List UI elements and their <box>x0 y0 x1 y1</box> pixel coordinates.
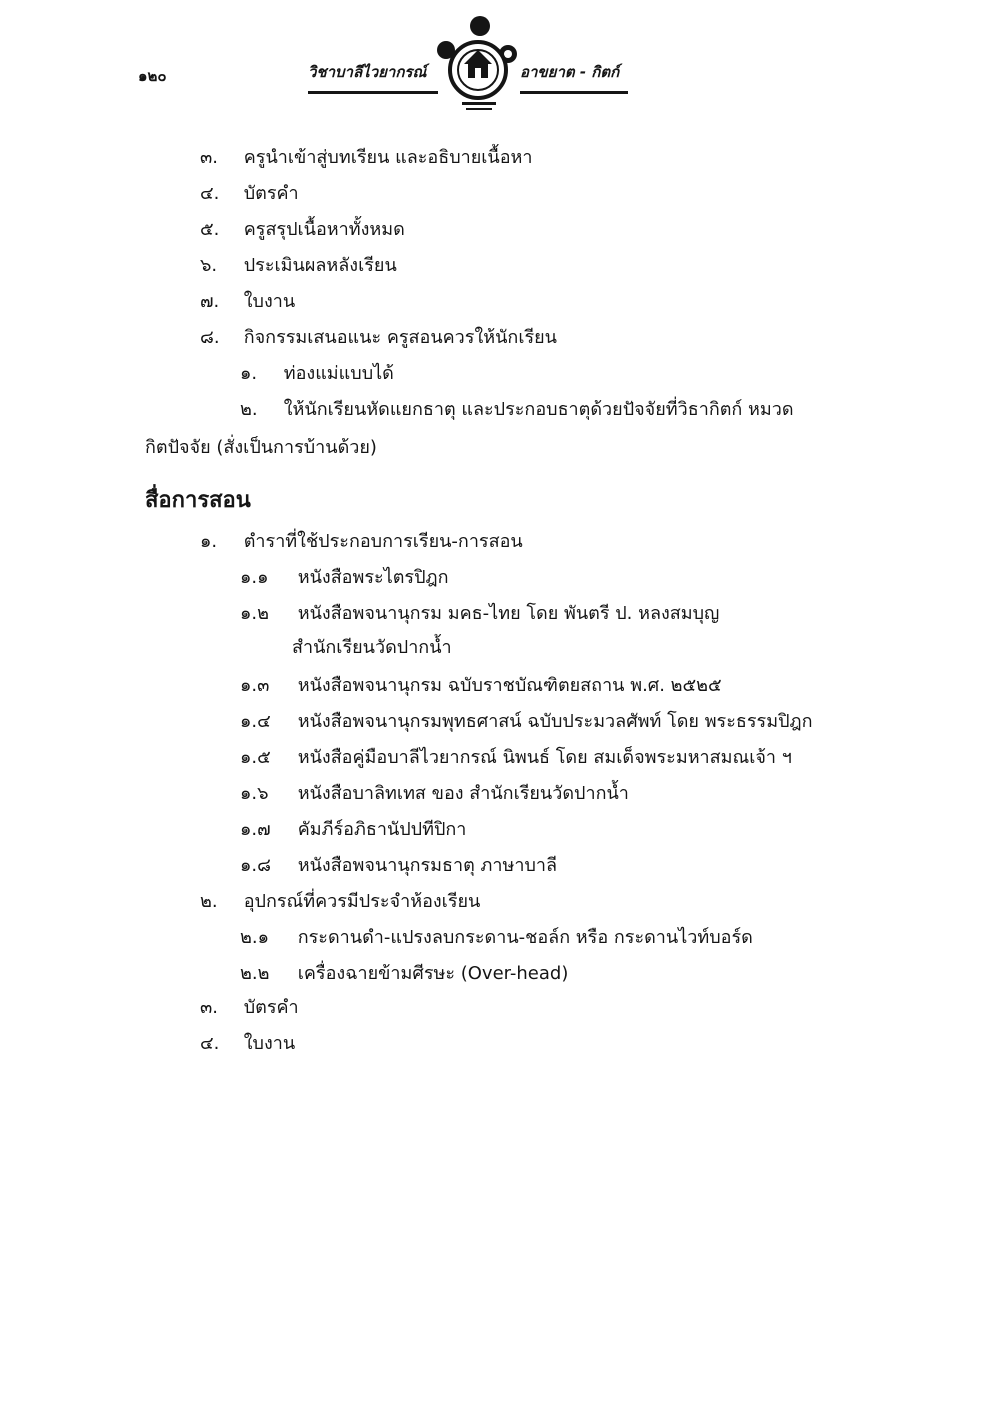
item-number: ๒. <box>200 891 218 912</box>
sub-list-item <box>240 566 449 590</box>
item-number: ๑. <box>200 531 218 552</box>
item-number: ๑.๓ <box>240 675 270 696</box>
item-text: กระดานดำ-แปรงลบกระดาน-ชอล์ก หรือ กระดานไวท์บอร์ด <box>297 927 753 948</box>
item-text: ใบงาน <box>243 1033 296 1054</box>
item-text: ครูสรุปเนื้อหาทั้งหมด <box>243 219 405 240</box>
sub-list-item <box>240 818 466 842</box>
list-item <box>200 290 295 314</box>
item-text: คัมภีร์อภิธานัปปทีปิกา <box>297 819 467 840</box>
item-continuation: สำนักเรียนวัดปากน้ำ <box>292 637 452 658</box>
item-text: ครูนำเข้าสู่บทเรียน และอธิบายเนื้อหา <box>243 147 533 168</box>
list-item <box>200 530 523 554</box>
item-text: หนังสือบาลิทเทส ของ สำนักเรียนวัดปากน้ำ <box>297 783 629 804</box>
list-item <box>200 890 480 914</box>
item-text: ตำราที่ใช้ประกอบการเรียน-การสอน <box>243 531 523 552</box>
item-number: ๘. <box>200 327 220 348</box>
item-text: อุปกรณ์ที่ควรมีประจำห้องเรียน <box>243 891 481 912</box>
item-number: ๑.๕ <box>240 747 271 768</box>
item-text: บัตรคำ <box>243 997 299 1018</box>
list-item <box>200 1032 295 1056</box>
item-number: ๑.๒ <box>240 603 270 624</box>
item-text: หนังสือพจนานุกรม ฉบับราชบัณฑิตยสถาน พ.ศ. ๒๕๒๕ <box>297 675 722 696</box>
item-number: ๔. <box>200 183 220 204</box>
section-heading: สื่อการสอน <box>145 488 251 513</box>
item-number: ๓. <box>200 997 219 1018</box>
sub-list-item <box>240 710 813 734</box>
item-text: ให้นักเรียนหัดแยกธาตุ และประกอบธาตุด้วยปัจจัยที่วิธากิตก์ หมวด <box>283 399 794 420</box>
header-left-title: วิชาบาลีไวยากรณ์ <box>308 63 427 81</box>
item-text: ใบงาน <box>243 291 296 312</box>
item-number: ๒.๒ <box>240 963 270 984</box>
item-number: ๓. <box>200 147 219 168</box>
item-number: ๑.๖ <box>240 783 269 804</box>
item-number: ๑. <box>240 363 258 384</box>
item-number: ๗. <box>200 291 220 312</box>
page-number: ๑๒๐ <box>138 67 167 85</box>
sub-list-item <box>240 962 568 986</box>
sub-list-item <box>240 782 629 806</box>
list-item <box>200 326 557 350</box>
sub-list-item <box>240 602 719 626</box>
sub-list-item <box>240 398 794 422</box>
item-number: ๑.๘ <box>240 855 272 876</box>
item-number: ๕. <box>200 219 220 240</box>
item-text: เครื่องฉายข้ามศีรษะ (Over-head) <box>297 963 569 984</box>
item-text: หนังสือพจนานุกรม มคธ-ไทย โดย พันตรี ป. หลงสมบุญ <box>297 603 720 624</box>
sub-list-item <box>240 926 753 950</box>
item-text: ท่องแม่แบบได้ <box>283 363 394 384</box>
list-item <box>200 218 405 242</box>
sub-list-item <box>240 854 557 878</box>
item-continuation: กิตปัจจัย (สั่งเป็นการบ้านด้วย) <box>145 437 377 458</box>
item-number: ๑.๗ <box>240 819 271 840</box>
item-number: ๖. <box>200 255 218 276</box>
item-number: ๒. <box>240 399 258 420</box>
sub-list-item <box>240 362 394 386</box>
item-text: บัตรคำ <box>243 183 299 204</box>
item-text: กิจกรรมเสนอแนะ ครูสอนควรให้นักเรียน <box>243 327 557 348</box>
sub-list-item <box>240 746 792 770</box>
item-text: ประเมินผลหลังเรียน <box>243 255 397 276</box>
item-number: ๑.๑ <box>240 567 269 588</box>
list-item <box>200 996 299 1020</box>
item-text: หนังสือพจนานุกรมธาตุ ภาษาบาลี <box>297 855 558 876</box>
header-right-title: อาขยาต - กิตก์ <box>520 63 620 81</box>
item-text: หนังสือคู่มือบาลีไวยากรณ์ นิพนธ์ โดย สมเด็จพระมหาสมณเจ้า ฯ <box>297 747 792 768</box>
item-text: หนังสือพระไตรปิฎก <box>297 567 449 588</box>
emblem-logo <box>434 10 524 120</box>
item-text: หนังสือพจนานุกรมพุทธศาสน์ ฉบับประมวลศัพท์ โดย พระธรรมปิฎก <box>297 711 813 732</box>
header-right-underline <box>520 91 628 94</box>
item-number: ๑.๔ <box>240 711 271 732</box>
header-left-underline <box>308 91 438 94</box>
sub-list-item <box>240 674 722 698</box>
item-number: ๔. <box>200 1033 220 1054</box>
list-item <box>200 182 299 206</box>
item-number: ๒.๑ <box>240 927 270 948</box>
list-item <box>200 254 397 278</box>
list-item <box>200 146 533 170</box>
